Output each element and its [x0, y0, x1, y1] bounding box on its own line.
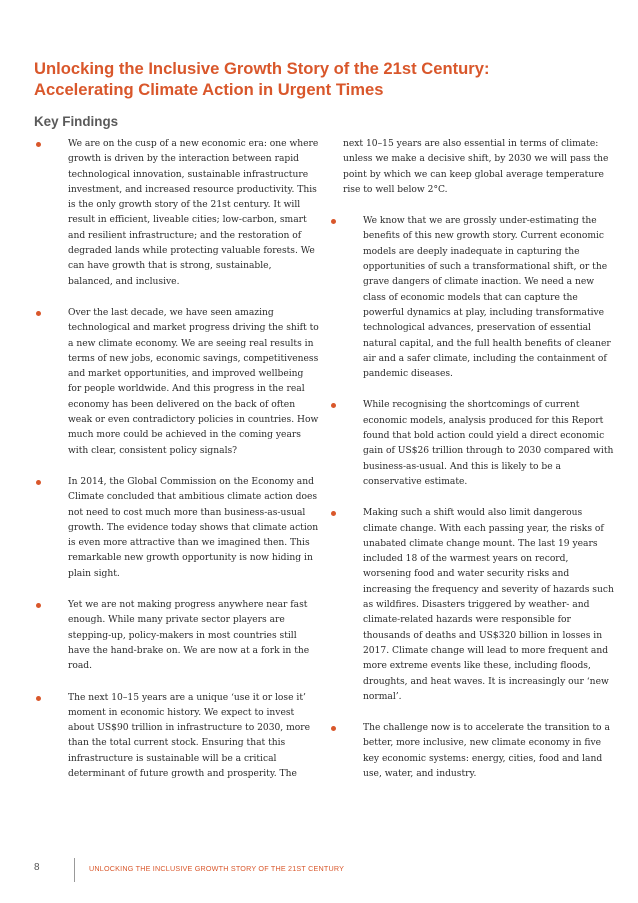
- finding-text: In 2014, the Global Commission on the Economy and Climate concluded that ambitious climate action does not need to cost much more than business-as-usual growth. The evidence today shows that climate action is even more attractive than we imagined then. This remarkable new growth opportunity is now hiding in plain sight.: [68, 476, 319, 579]
- page-title-line-2: Accelerating Climate Action in Urgent Times: [34, 80, 384, 99]
- page-title: [34, 58, 594, 100]
- left-column: [34, 137, 319, 798]
- bullet-icon: [36, 142, 41, 147]
- finding-text: Yet we are not making progress anywhere near fast enough. While many private sector players are stepping-up, policy-makers in most countries still have the hand-brake on. We are now at a fork in the road.: [68, 600, 310, 672]
- bullet-icon: [331, 511, 336, 516]
- bullet-icon: [36, 311, 41, 316]
- bullet-icon: [36, 480, 41, 485]
- page-title-line-1: Unlocking the Inclusive Growth Story of the 21st Century:: [34, 59, 490, 78]
- footer-divider: [74, 858, 75, 882]
- section-heading: Key Findings: [34, 114, 119, 129]
- finding-text: Making such a shift would also limit dangerous climate change. With each passing year, the risks of unabated climate change mount. The last 19 years included 18 of the warmest years on record, worsening food and water security risks and increasing the frequency and severity of hazards such as wildfires. Disasters triggered by weather- and climate-related hazards were responsible for thousands of deaths and US$320 billion in losses in 2017. Climate change will lead to more frequent and more extreme events like these, including floods, droughts, and heat waves. It is increasingly our ‘new normal’.: [363, 508, 614, 702]
- finding-item: [329, 398, 614, 490]
- finding-item: [34, 598, 319, 674]
- bullet-icon: [331, 726, 336, 731]
- finding-item: [34, 137, 319, 290]
- bullet-icon: [36, 603, 41, 608]
- finding-text: While recognising the shortcomings of current economic models, analysis produced for this Report found that bold action could yield a direct economic gain of US$26 trillion through to 2030 compared with business-as-usual. And this is likely to be a conservative estimate.: [363, 400, 614, 487]
- finding-text: Over the last decade, we have seen amazing technological and market progress driving the shift to a new climate economy. We are seeing real results in terms of new jobs, economic savings, competitiveness and market opportunities, and improved wellbeing for people worldwide. And this progress in the real economy has been delivered on the back of often weak or even contradictory policies in countries. How much more could be achieved in the coming years with clear, consistent policy signals?: [68, 307, 319, 456]
- finding-item: [329, 214, 614, 382]
- finding-item: [329, 721, 614, 782]
- bullet-icon: [331, 403, 336, 408]
- finding-text: The next 10–15 years are a unique ‘use it or lose it’ moment in economic history. We expect to invest about US$90 trillion in infrastructure to 2030, more than the total current stock. Ensuring that this infrastructure is sustainable will be a critical determinant of future growth and prosperity. The: [68, 692, 311, 779]
- bullet-icon: [36, 696, 41, 701]
- finding-text: The challenge now is to accelerate the transition to a better, more inclusive, new climate economy in five key economic systems: energy, cities, food and land use, water, and industry.: [363, 723, 610, 779]
- finding-item: [329, 506, 614, 705]
- finding-item: [34, 475, 319, 582]
- page-number: 8: [34, 862, 40, 873]
- finding-item: [34, 306, 319, 459]
- running-title: UNLOCKING THE INCLUSIVE GROWTH STORY OF THE 21ST CENTURY: [89, 864, 345, 873]
- finding-text: next 10–15 years are also essential in terms of climate: unless we make a decisive shift, by 2030 we will pass the point by which we can keep global average temperature rise to well below 2°C.: [343, 139, 609, 195]
- right-column: [329, 137, 614, 798]
- finding-text: We are on the cusp of a new economic era: one where growth is driven by the interaction between rapid technological innovation, sustainable infrastructure investment, and increased resource productivity. This is the only growth story of the 21st century. It will result in efficient, liveable cities; low-carbon, smart and resilient infrastructure; and the restoration of degraded lands while protecting valuable forests. We can have growth that is strong, sustainable, balanced, and inclusive.: [68, 139, 319, 287]
- bullet-icon: [331, 219, 336, 224]
- finding-text: We know that we are grossly under-estimating the benefits of this new growth story. Current economic models are deeply inadequate in capturing the opportunities of such a transformational shift, or the grave dangers of climate inaction. We need a new class of economic models that can capture the powerful dynamics at play, including transformative technological advances, preservation of essential natural capital, and the full health benefits of cleaner air and a safer climate, including the containment of pandemic diseases.: [363, 216, 611, 380]
- finding-item: [34, 691, 319, 783]
- finding-continuation: [329, 137, 614, 198]
